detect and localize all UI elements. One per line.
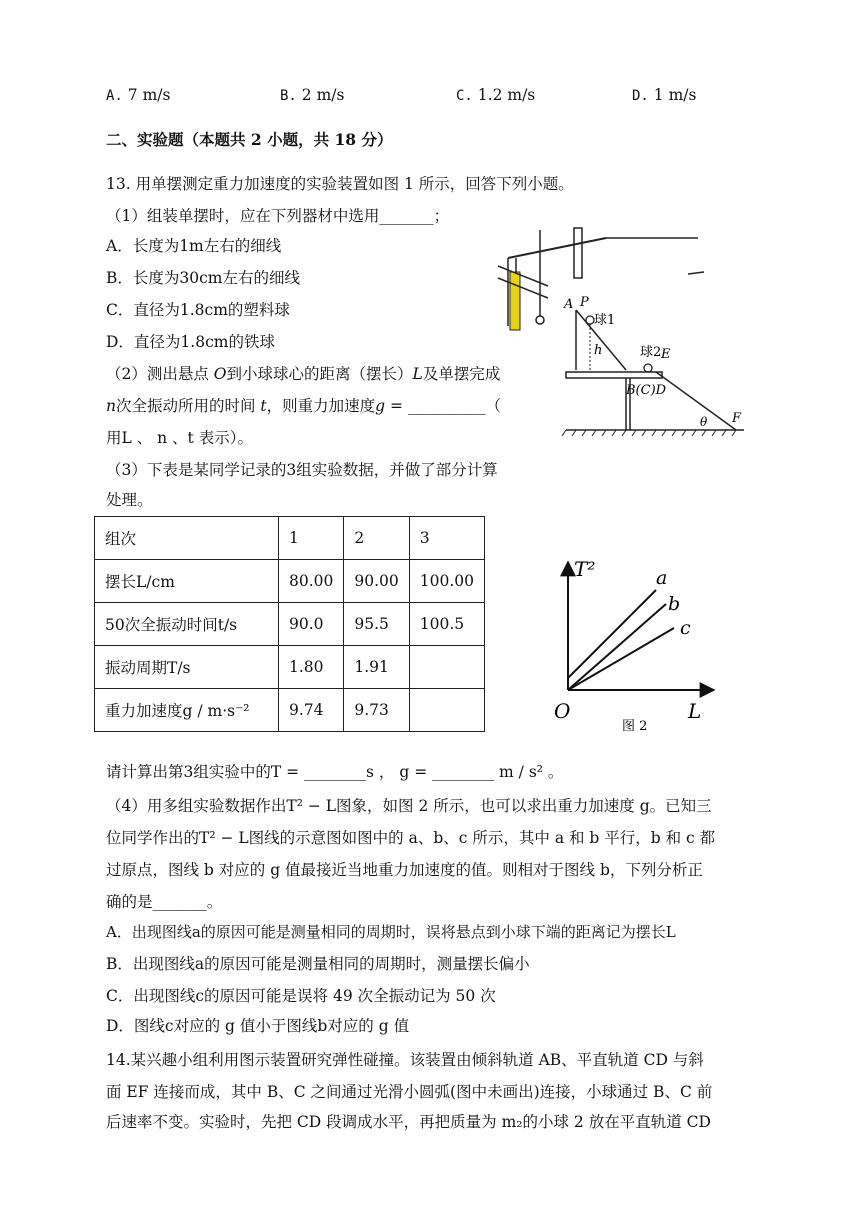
label-a: A	[564, 297, 574, 312]
apparatus-rod	[508, 238, 606, 258]
table-cell: 100.00	[409, 560, 484, 603]
table-cell: 9.74	[279, 689, 344, 732]
q13-part2-line2: n次全振动所用的时间 t，则重力加速度g = __________（	[106, 397, 501, 415]
table-row	[95, 689, 485, 732]
stray-mark	[688, 272, 704, 274]
pendulum-bob	[536, 316, 544, 324]
label-ball1: 球1	[594, 313, 616, 328]
table-cell: 95.5	[344, 603, 409, 646]
table-cell: 1	[279, 517, 344, 560]
q14-line2: 面 EF 连接而成，其中 B、C 之间通过光滑小圆弧(图中未画出)连接，小球通过 B、C 前	[106, 1083, 713, 1101]
table-row	[95, 603, 485, 646]
option-c-text: 1.2 m/s	[477, 86, 536, 104]
option-d-text: 1 m/s	[653, 86, 697, 104]
option-b-text: 2 m/s	[301, 86, 345, 104]
origin-label: O	[554, 699, 571, 723]
q13-part4-line3: 过原点，图线 b 对应的 g 值最接近当地重力加速度的值。则相对于图线 b，下列分析正	[106, 861, 703, 879]
table-cell: 1.80	[279, 646, 344, 689]
q13-p1-option-d: D．直径为1.8cm的铁球	[106, 333, 275, 351]
label-bcd: B(C)D	[626, 383, 667, 398]
meter-scale	[510, 272, 520, 330]
table-cell: 振动周期T/s	[95, 646, 279, 689]
q14-line3: 后速率不变。实验时，先把 CD 段调成水平，再把质量为 m₂的小球 2 放在平直轨道 CD	[106, 1113, 711, 1131]
q13-part3-line1: （3）下表是某同学记录的3组实验数据，并做了部分计算	[106, 461, 498, 479]
table-row	[95, 646, 485, 689]
table-cell	[409, 689, 484, 732]
section-heading: 二、实验题（本题共 2 小题，共 18 分）	[106, 130, 393, 149]
label-f: F	[732, 411, 742, 426]
table-cell: 9.73	[344, 689, 409, 732]
q13-p1-option-c: C．直径为1.8cm的塑料球	[106, 301, 290, 319]
x-axis-label: L	[688, 699, 702, 723]
option-d: D. 1 m/s	[632, 86, 697, 104]
table-cell: 1.91	[344, 646, 409, 689]
horizontal-track-cd	[566, 372, 662, 378]
apparatus-clamp	[574, 228, 582, 278]
table-cell: 2	[344, 517, 409, 560]
option-c: C. 1.2 m/s	[456, 86, 536, 104]
q13-stem: 13. 用单摆测定重力加速度的实验装置如图 1 所示，回答下列小题。	[106, 175, 574, 193]
t2-l-graph	[548, 548, 718, 738]
q13-p4-option-c: C．出现图线c的原因可能是误将 49 次全振动记为 50 次	[106, 987, 496, 1005]
label-ball2: 球2	[640, 345, 662, 360]
label-theta: θ	[700, 415, 708, 429]
y-axis-label: T²	[574, 557, 596, 581]
q13-p1-option-b: B．长度为30cm左右的细线	[106, 269, 300, 287]
table-row	[95, 560, 485, 603]
table-cell: 50次全振动时间t/s	[95, 603, 279, 646]
q13-part4-line2: 位同学作出的T² − L图线的示意图如图中的 a、b、c 所示，其中 a 和 b 平行，b 和 c 都	[106, 829, 716, 847]
table-cell	[409, 646, 484, 689]
line-c	[568, 628, 674, 690]
table-cell: 90.00	[344, 560, 409, 603]
option-a-text: 7 m/s	[127, 86, 171, 104]
line-b	[568, 604, 666, 690]
table-cell: 摆长L/cm	[95, 560, 279, 603]
q13-part2-line1: （2）测出悬点 O到小球球心的距离（摆长）L及单摆完成	[106, 365, 501, 383]
q13-p4-option-a: A．出现图线a的原因可能是测量相同的周期时，误将悬点到小球下端的距离记为摆长L	[106, 923, 676, 941]
table-cell: 80.00	[279, 560, 344, 603]
label-e: E	[661, 347, 671, 362]
q13-part3-line2: 处理。	[106, 491, 153, 509]
q13-p4-option-d: D．图线c对应的 g 值小于图线b对应的 g 值	[106, 1017, 410, 1035]
line-a-label: a	[656, 567, 668, 589]
line-c-label: c	[680, 617, 691, 639]
label-h: h	[594, 343, 603, 358]
incline-ef	[656, 372, 736, 430]
q14-line1: 14.某兴趣小组利用图示装置研究弹性碰撞。该装置由倾斜轨道 AB、平直轨道 CD 与斜	[106, 1051, 704, 1069]
figure-caption: 图 2	[622, 719, 648, 734]
option-a: A. 7 m/s	[106, 86, 171, 104]
table-cell: 重力加速度g / m·s⁻²	[95, 689, 279, 732]
option-b: B. 2 m/s	[280, 86, 345, 104]
q13-calc-line: 请计算出第3组实验中的T = ________s ， g = ________ m / s² 。	[106, 763, 564, 781]
table-cell: 组次	[95, 517, 279, 560]
label-p: P	[580, 295, 589, 310]
table-cell: 3	[409, 517, 484, 560]
q13-part2-line3: 用L 、 n 、t 表示）。	[106, 429, 253, 447]
table-cell: 100.5	[409, 603, 484, 646]
data-table	[94, 516, 485, 732]
ball-2	[644, 364, 652, 372]
collision-track-figure	[560, 296, 750, 446]
table-cell: 90.0	[279, 603, 344, 646]
table-row	[95, 517, 485, 560]
line-b-label: b	[668, 593, 681, 615]
q13-part1: （1）组装单摆时，应在下列器材中选用_______；	[106, 207, 450, 225]
q13-p4-option-b: B．出现图线a的原因可能是测量相同的周期时，测量摆长偏小	[106, 955, 530, 973]
ground-hatching	[562, 430, 736, 436]
q13-part4-line1: （4）用多组实验数据作出T² − L图象，如图 2 所示，也可以求出重力加速度 g。已知三	[106, 797, 712, 815]
q13-part4-line4: 确的是_______。	[106, 893, 223, 911]
q13-p1-option-a: A．长度为1m左右的细线	[106, 237, 282, 255]
